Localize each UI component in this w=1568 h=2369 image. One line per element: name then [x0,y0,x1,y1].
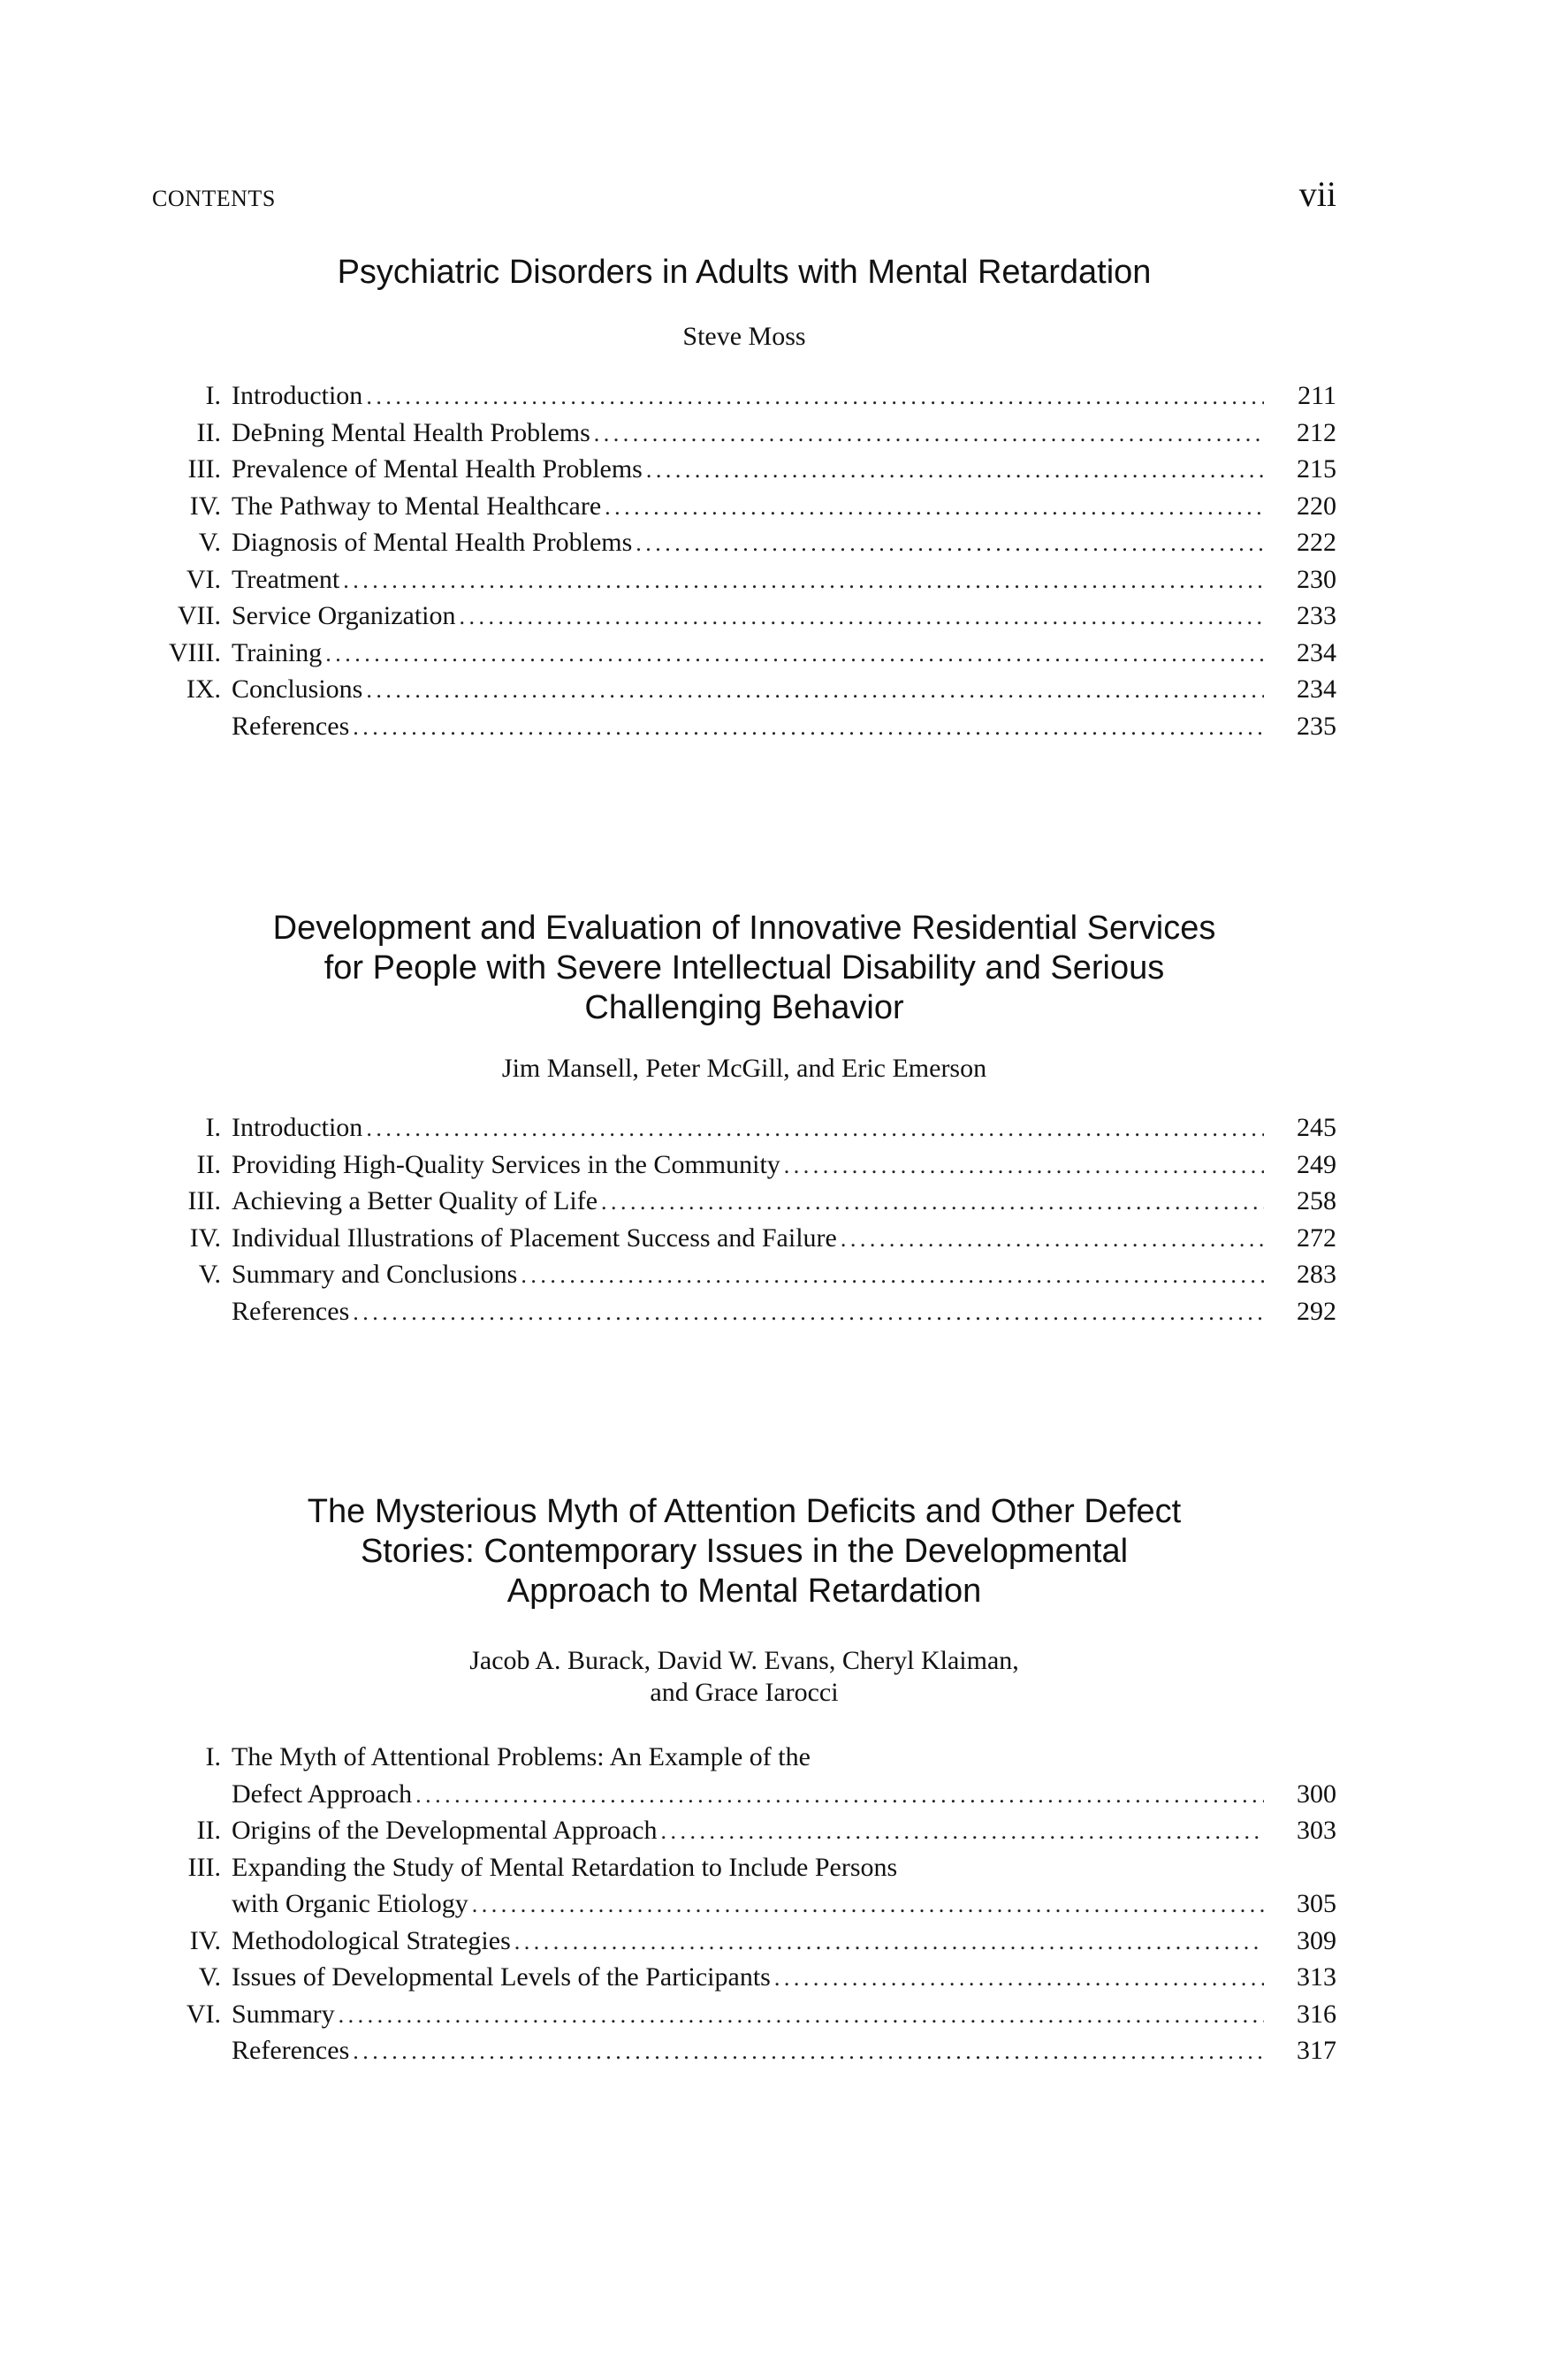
toc-title: Issues of Developmental Levels of the Participants [232,1962,771,1992]
dot-leader [774,1960,1264,1997]
dot-leader [353,2033,1264,2070]
chapter-3 [152,1492,1336,2083]
toc-page: 234 [1297,637,1336,667]
toc-page: 303 [1297,1816,1336,1845]
dot-leader [646,452,1264,489]
toc-entry[interactable] [152,1109,1336,1146]
toc-entry[interactable] [152,1739,1336,1776]
chapter-authors: Steve Moss [682,322,806,351]
chapter-title-line: Psychiatric Disorders in Adults with Mental Retardation [337,254,1152,291]
dot-leader [514,1923,1264,1961]
toc-number: VI. [186,1999,221,2029]
running-title: CONTENTS [152,186,276,211]
toc-page: 222 [1297,528,1336,557]
chapter-title-line: The Mysterious Myth of Attention Deficits and Other Defect [307,1493,1182,1530]
toc-entry[interactable] [152,1959,1336,1996]
chapter-1 [152,253,1336,758]
chapter-title-line: Challenging Behavior [584,989,904,1026]
toc-title: Training [232,637,323,667]
toc-page: 249 [1297,1149,1336,1179]
toc-title: Summary [232,1999,335,2029]
toc-page: 245 [1297,1113,1336,1142]
dot-leader [460,598,1264,636]
chapter-authors [152,1645,1336,1709]
toc-title: The Myth of Attentional Problems: An Example of the [232,1742,811,1771]
toc-page: 316 [1297,1999,1336,2029]
toc-title: Diagnosis of Mental Health Problems [232,528,633,557]
toc-page: 235 [1297,711,1336,741]
chapter-title-line: Development and Evaluation of Innovative Residential Services [272,910,1216,947]
toc-number: III. [187,454,221,484]
toc-number: IX. [186,674,221,704]
toc-title: Methodological Strategies [232,1925,511,1955]
toc-number: V. [198,1260,221,1289]
toc-entry[interactable] [152,451,1336,488]
toc-number: VIII. [168,637,221,667]
toc-page: 220 [1297,491,1336,521]
dot-leader [339,1997,1264,2034]
toc-page: 272 [1297,1223,1336,1253]
toc-title: Individual Illustrations of Placement Success and Failure [232,1223,837,1253]
dot-leader [784,1147,1264,1184]
toc-number: V. [198,528,221,557]
toc-title: References [232,2036,350,2065]
toc-page: 309 [1297,1925,1336,1955]
dot-leader [353,709,1264,746]
toc-entry[interactable] [152,1885,1336,1923]
toc-page: 211 [1298,381,1336,410]
chapter-title [152,1492,1336,1611]
toc-title: Introduction [232,381,363,410]
dot-leader [521,1257,1264,1294]
page-number: vii [1298,174,1336,214]
toc-entry[interactable] [152,561,1336,598]
toc-title: Conclusions [232,674,363,704]
toc-page: 234 [1297,674,1336,704]
toc-number: VI. [186,564,221,594]
toc-page: 212 [1297,417,1336,447]
dot-leader [661,1813,1264,1850]
toc-number: I. [205,381,221,410]
toc-number: III. [187,1852,221,1882]
toc-page: 292 [1297,1296,1336,1326]
toc-list [152,1739,1336,2069]
toc-title: Expanding the Study of Mental Retardation to Include Persons [232,1852,898,1882]
toc-number: II. [196,417,221,447]
toc-number: I. [205,1742,221,1771]
toc-number: IV. [189,491,221,521]
toc-number: IV. [189,1925,221,1955]
toc-list [152,377,1336,744]
toc-entry[interactable] [152,524,1336,561]
toc-entry[interactable] [152,1183,1336,1220]
toc-number: IV. [189,1223,221,1253]
toc-entry[interactable] [152,598,1336,635]
dot-leader [353,1294,1264,1331]
dot-leader [415,1777,1264,1814]
dot-leader [605,489,1264,526]
toc-number: V. [198,1962,221,1992]
dot-leader [366,672,1264,709]
toc-number: III. [187,1186,221,1215]
toc-entry[interactable] [152,635,1336,672]
toc-page: 215 [1297,454,1336,484]
toc-list [152,1109,1336,1329]
toc-entry[interactable] [152,1849,1336,1886]
dot-leader [343,562,1264,599]
dot-leader [325,636,1264,673]
toc-title: Defect Approach [232,1779,413,1809]
toc-number: I. [205,1113,221,1142]
toc-title: Introduction [232,1113,363,1142]
toc-entry[interactable] [152,1146,1336,1184]
toc-title: Providing High-Quality Services in the Community [232,1149,780,1179]
toc-entry[interactable] [152,1776,1336,1813]
toc-page: 305 [1297,1889,1336,1918]
toc-page: 283 [1297,1260,1336,1289]
toc-entry[interactable] [152,671,1336,708]
toc-title: DeÞning Mental Health Problems [232,417,590,447]
running-head [152,173,1336,226]
chapter-authors: Jim Mansell, Peter McGill, and Eric Emerson [501,1054,987,1083]
toc-title: Summary and Conclusions [232,1260,518,1289]
chapter-title [152,253,1336,293]
toc-entry[interactable] [152,377,1336,415]
toc-entry[interactable] [152,2032,1336,2069]
dot-leader [366,1110,1264,1147]
chapter-title-line: Approach to Mental Retardation [506,1573,982,1610]
toc-title: References [232,711,350,741]
dot-leader [636,525,1264,562]
toc-page: 300 [1297,1779,1336,1809]
toc-page: 313 [1297,1962,1336,1992]
toc-entry[interactable] [152,1923,1336,1960]
toc-page: 258 [1297,1186,1336,1215]
toc-entry[interactable] [152,488,1336,525]
toc-title: The Pathway to Mental Healthcare [232,491,602,521]
toc-title: Origins of the Developmental Approach [232,1816,658,1845]
toc-entry[interactable] [152,1220,1336,1257]
dot-leader [594,415,1264,453]
dot-leader [841,1221,1264,1258]
toc-title: Service Organization [232,601,456,630]
chapter-2 [152,909,1336,1344]
dot-leader [601,1184,1264,1221]
toc-number: II. [196,1149,221,1179]
dot-leader [472,1886,1264,1923]
toc-page: 317 [1297,2036,1336,2065]
toc-entry[interactable] [152,1293,1336,1330]
toc-title: Treatment [232,564,340,594]
chapter-title-line: Stories: Contemporary Issues in the Developmental [360,1533,1129,1570]
toc-page: 233 [1297,601,1336,630]
dot-leader [366,378,1264,415]
toc-title: References [232,1296,350,1326]
toc-page: 230 [1297,564,1336,594]
chapter-title-line: for People with Severe Intellectual Disability and Serious [323,949,1165,986]
toc-title: Prevalence of Mental Health Problems [232,454,643,484]
toc-entry[interactable] [152,415,1336,452]
toc-entry[interactable] [152,1256,1336,1293]
author-line: Jacob A. Burack, David W. Evans, Cheryl Klaiman, [469,1646,1019,1675]
toc-entry[interactable] [152,708,1336,745]
toc-entry[interactable] [152,1996,1336,2033]
toc-number: II. [196,1816,221,1845]
toc-title: with Organic Etiology [232,1889,468,1918]
author-line: and Grace Iarocci [650,1678,839,1707]
toc-title: Achieving a Better Quality of Life [232,1186,598,1215]
toc-entry[interactable] [152,1812,1336,1849]
chapter-title [152,909,1336,1028]
toc-number: VII. [177,601,221,630]
